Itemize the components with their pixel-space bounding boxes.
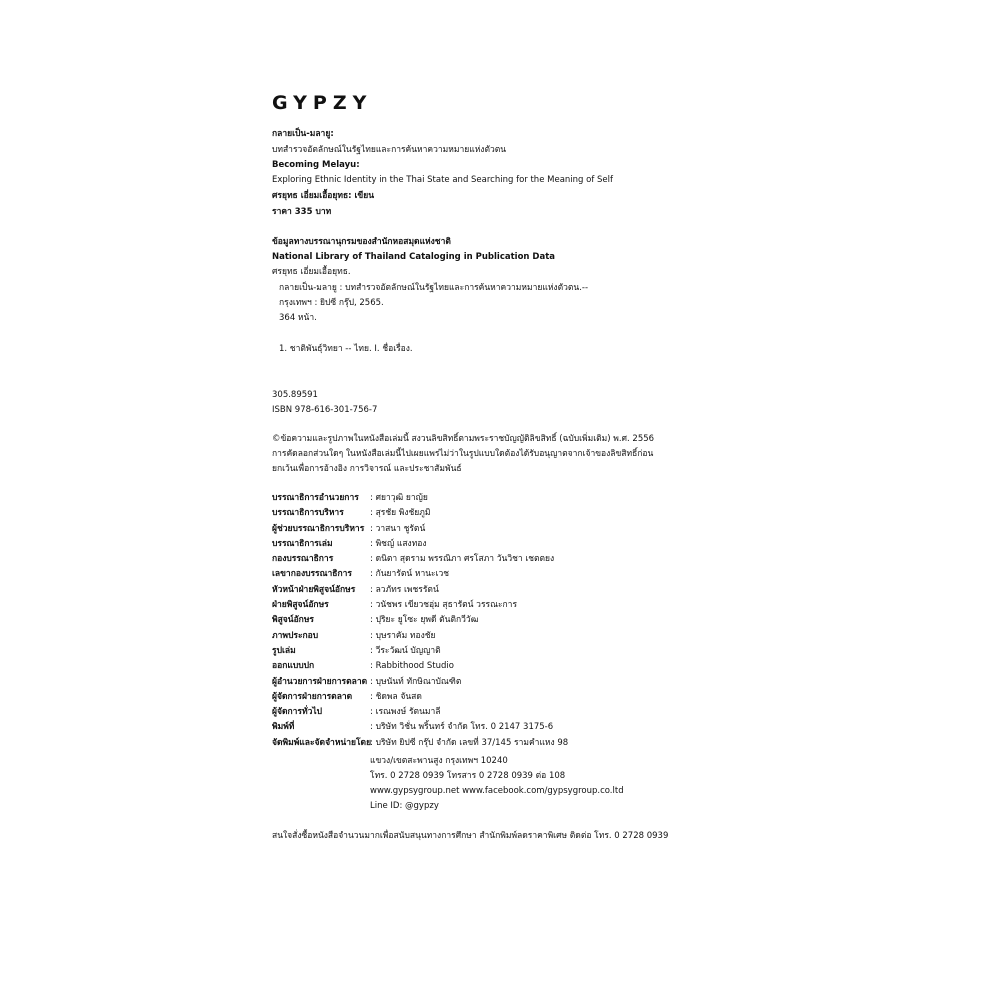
credit-name: : ปุริยะ ยูโซะ ยุพดี ตันติกวีวัฒ bbox=[370, 615, 479, 626]
copyright-line-3: ยกเว้นเพื่อการอ้างอิง การวิจารณ์ และประชาสัมพันธ์ bbox=[272, 464, 462, 474]
publisher-line-id: Line ID: @gypzy bbox=[370, 801, 439, 811]
publisher-logo: GYPZY bbox=[272, 92, 373, 114]
credit-name: : บริษัท ยิปซี กรุ๊ป จำกัด เลขที่ 37/145 รามคำแหง 98 bbox=[370, 737, 569, 748]
credit-name: : บริษัท วิชั่น พริ้นทร์ จำกัด โทร. 0 2147 3175-6 bbox=[370, 722, 554, 733]
book-subtitle-th: บทสำรวจอัตลักษณ์ในรัฐไทยและการค้นหาความหมายแห่งตัวตน bbox=[272, 145, 507, 155]
credit-name: : บุษราคัม ทองชัย bbox=[370, 630, 436, 641]
credit-name: : วีระวัฒน์ บัญญาติ bbox=[370, 645, 441, 656]
credit-role: ผู้ช่วยบรรณาธิการบริหาร bbox=[272, 523, 365, 534]
credit-role: เลขากองบรรณาธิการ bbox=[272, 569, 352, 580]
copyright-line-2: การคัดลอกส่วนใดๆ ในหนังสือเล่มนี้ไปเผยแพร่ไม่ว่าในรูปแบบใดต้องได้รับอนุญาตจากเจ้าของลิขสิทธิ์ก่อน bbox=[272, 449, 654, 459]
credit-role: หัวหน้าฝ่ายพิสูจน์อักษร bbox=[272, 584, 356, 595]
cip-imprint: กรุงเทพฯ : ยิปซี กรุ๊ป, 2565. bbox=[279, 298, 384, 308]
credit-name: : บุษนันท์ ทักษิณาบัณฑิต bbox=[370, 676, 462, 687]
credit-role: ภาพประกอบ bbox=[272, 630, 319, 641]
credit-role: บรรณาธิการอำนวยการ bbox=[272, 493, 359, 503]
credit-role: บรรณาธิการเล่ม bbox=[272, 538, 333, 549]
author-line: ศรยุทธ เอี่ยมเอื้อยุทธ: เขียน bbox=[272, 191, 375, 201]
credit-role: พิสูจน์อักษร bbox=[272, 615, 315, 626]
credit-name: : Rabbithood Studio bbox=[370, 661, 454, 672]
credit-name: : สุรชัย พิงชัยภูมิ bbox=[370, 508, 431, 519]
cip-subjects: 1. ชาติพันธุ์วิทยา -- ไทย. I. ชื่อเรื่อง. bbox=[279, 344, 413, 354]
credit-role: บรรณาธิการบริหาร bbox=[272, 508, 344, 519]
credit-role: ผู้อำนวยการฝ่ายการตลาด bbox=[272, 676, 368, 687]
credit-name: : พิชญ์ แสงทอง bbox=[370, 538, 427, 549]
credit-name: : ดนิตา สุดราม พรรณิภา ศรโสภา วันวิชา เชตตยง bbox=[370, 554, 555, 565]
price: ราคา 335 บาท bbox=[272, 207, 332, 217]
copyright-line-1: ©ข้อความและรูปภาพในหนังสือเล่มนี้ สงวนลิขสิทธิ์ตามพระราชบัญญัติลิขสิทธิ์ (ฉบับเพิ่มเติม) พ.ศ. 2556 bbox=[272, 434, 655, 444]
credit-role: ผู้จัดการทั่วไป bbox=[272, 707, 323, 718]
cip-pages: 364 หน้า. bbox=[279, 313, 317, 323]
credit-name: : กันยารัตน์ หานะเวช bbox=[370, 569, 450, 580]
credit-role: จัดพิมพ์และจัดจำหน่ายโดย bbox=[272, 737, 372, 748]
cip-heading-en: National Library of Thailand Cataloging in Publication Data bbox=[272, 252, 556, 262]
credit-role: พิมพ์ที่ bbox=[272, 722, 295, 733]
bulk-order-note: สนใจสั่งซื้อหนังสือจำนวนมากเพื่อสนับสนุนทางการศึกษา สำนักพิมพ์ลดราคาพิเศษ ติดต่อ โทร. 0 2728 0939 bbox=[272, 831, 669, 841]
cip-author: ศรยุทธ เอี่ยมเอื้อยุทธ. bbox=[272, 267, 351, 277]
credit-name: : ศยาวุฒิ ยาญ้ย bbox=[370, 493, 428, 503]
book-title-en: Becoming Melayu: bbox=[272, 160, 360, 170]
publisher-phone: โทร. 0 2728 0939 โทรสาร 0 2728 0939 ต่อ 108 bbox=[370, 771, 566, 781]
publisher-address-line-1: แขวง/เขตสะพานสูง กรุงเทพฯ 10240 bbox=[370, 756, 508, 766]
credit-name: : วนัชพร เขียวชอุ่ม สุธารัตน์ วรรณะการ bbox=[370, 600, 518, 611]
isbn: ISBN 978-616-301-756-7 bbox=[272, 405, 378, 415]
publisher-websites: www.gypsygroup.net www.facebook.com/gypsygroup.co.ltd bbox=[370, 786, 624, 796]
book-title-th: กลายเป็น-มลายู: bbox=[272, 129, 334, 139]
credit-name: : ชิดพล จันสด bbox=[370, 691, 422, 702]
classification-number: 305.89591 bbox=[272, 390, 318, 400]
cip-heading-th: ข้อมูลทางบรรณานุกรมของสำนักหอสมุดแห่งชาติ bbox=[272, 237, 451, 247]
credit-name: : เรณพงษ์ รัตนมาลี bbox=[370, 707, 441, 718]
credit-role: กองบรรณาธิการ bbox=[272, 554, 334, 565]
credit-name: : ลวภัทร เพชรรัตน์ bbox=[370, 584, 439, 595]
book-subtitle-en: Exploring Ethnic Identity in the Thai State and Searching for the Meaning of Self bbox=[272, 175, 614, 185]
credit-role: ออกแบบปก bbox=[272, 661, 315, 672]
credit-role: ฝ่ายพิสูจน์อักษร bbox=[272, 600, 329, 611]
credit-role: ผู้จัดการฝ่ายการตลาด bbox=[272, 691, 353, 702]
credit-role: รูปเล่ม bbox=[272, 645, 296, 656]
cip-title-line: กลายเป็น-มลายู : บทสำรวจอัตลักษณ์ในรัฐไทยและการค้นหาความหมายแห่งตัวตน.-- bbox=[279, 283, 589, 293]
credit-name: : วาสนา ชูรัตน์ bbox=[370, 523, 426, 534]
